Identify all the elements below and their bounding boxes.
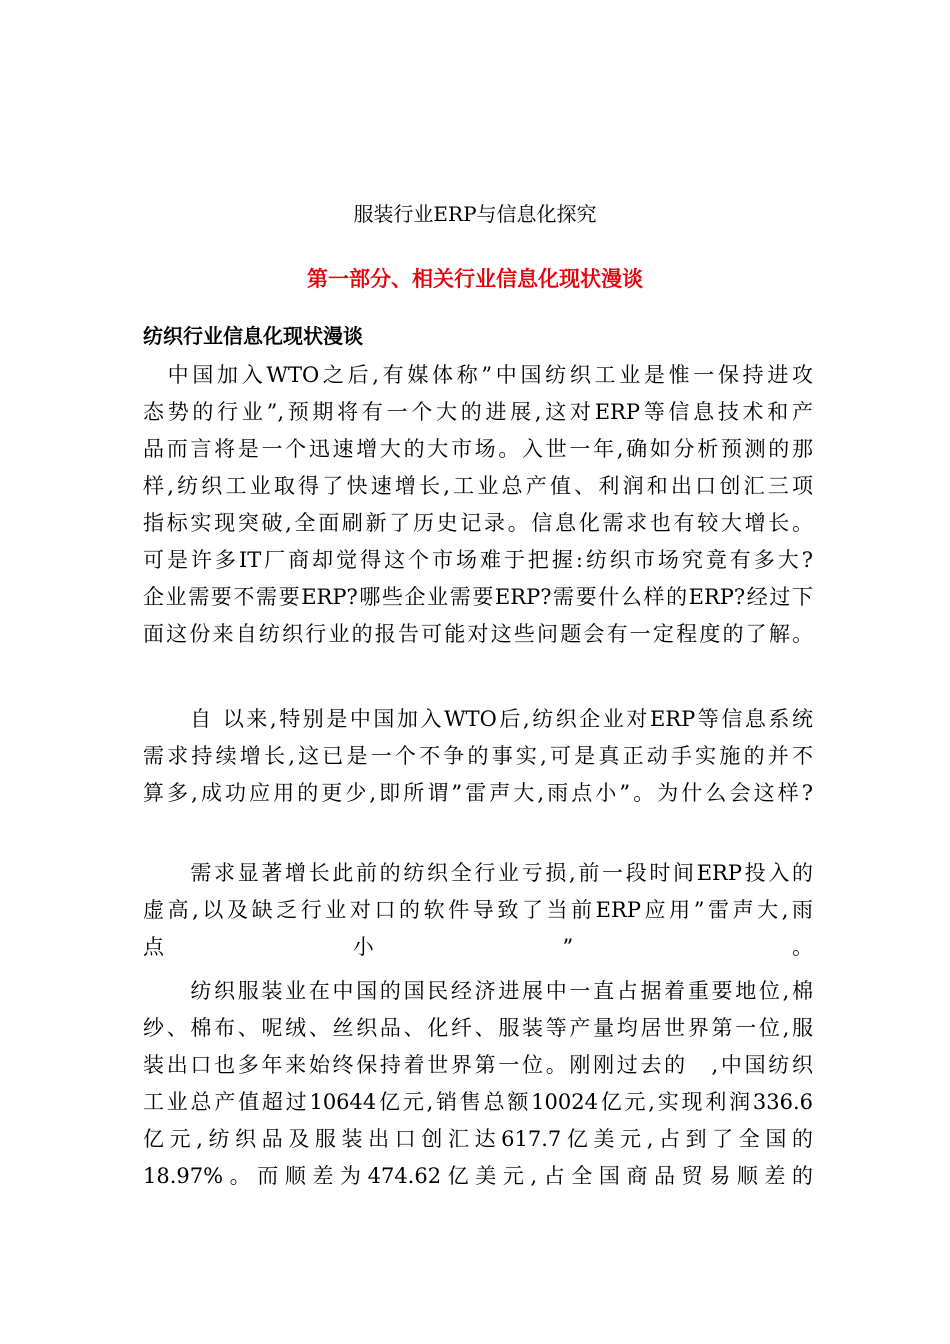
paragraph-line: 可是许多IT厂商却觉得这个市场难于把握:纺织市场究竟有多大? — [143, 548, 813, 572]
paragraph-line: 纺织服装业在中国的国民经济进展中一直占据着重要地位,棉 — [143, 979, 813, 1003]
paragraph-line: 样,纺织工业取得了快速增长,工业总产值、利润和出口创汇三项 — [143, 474, 813, 498]
document-title: 服装行业ERP与信息化探究 — [353, 202, 597, 226]
paragraph-line: 指标实现突破,全面刷新了历史记录。信息化需求也有较大增长。 — [143, 511, 813, 535]
paragraph-line: 品而言将是一个迅速增大的大市场。入世一年,确如分析预测的那 — [143, 437, 813, 461]
paragraph-line: 装出口也多年来始终保持着世界第一位。刚刚过去的 ,中国纺织 — [143, 1053, 813, 1077]
paragraph-line: 面这份来自纺织行业的报告可能对这些问题会有一定程度的了解。 — [143, 622, 813, 646]
section-heading: 第一部分、相关行业信息化现状漫谈 — [307, 267, 643, 291]
paragraph-line: 态势的行业”,预期将有一个大的进展,这对ERP等信息技术和产 — [143, 400, 813, 424]
paragraph-line: 亿元,纺织品及服装出口创汇达617.7亿美元,占到了全国的 — [143, 1127, 813, 1151]
paragraph-line: 算多,成功应用的更少,即所谓”雷声大,雨点小”。为什么会这样? — [143, 781, 813, 805]
paragraph-line: 自 以来,特别是中国加入WTO后,纺织企业对ERP等信息系统 — [143, 707, 813, 731]
paragraph-line: 工业总产值超过10644亿元,销售总额10024亿元,实现利润336.6 — [143, 1090, 813, 1114]
paragraph-line: 虚高,以及缺乏行业对口的软件导致了当前ERP应用”雷声大,雨 — [143, 898, 813, 922]
paragraph-line: 点 小 ” 。 — [143, 935, 813, 959]
paragraph-line: 中国加入WTO之后,有媒体称”中国纺织工业是惟一保持进攻 — [143, 363, 813, 387]
paragraph-line: 18.97%。而顺差为474.62亿美元,占全国商品贸易顺差的 — [143, 1164, 813, 1188]
paragraph-line: 企业需要不需要ERP?哪些企业需要ERP?需要什么样的ERP?经过下 — [143, 585, 813, 609]
paragraph-line: 纱、棉布、呢绒、丝织品、化纤、服装等产量均居世界第一位,服 — [143, 1016, 813, 1040]
sub-heading: 纺织行业信息化现状漫谈 — [143, 324, 363, 348]
paragraph-line: 需求持续增长,这已是一个不争的事实,可是真正动手实施的并不 — [143, 744, 813, 768]
paragraph-line: 需求显著增长此前的纺织全行业亏损,前一段时间ERP投入的 — [143, 861, 813, 885]
